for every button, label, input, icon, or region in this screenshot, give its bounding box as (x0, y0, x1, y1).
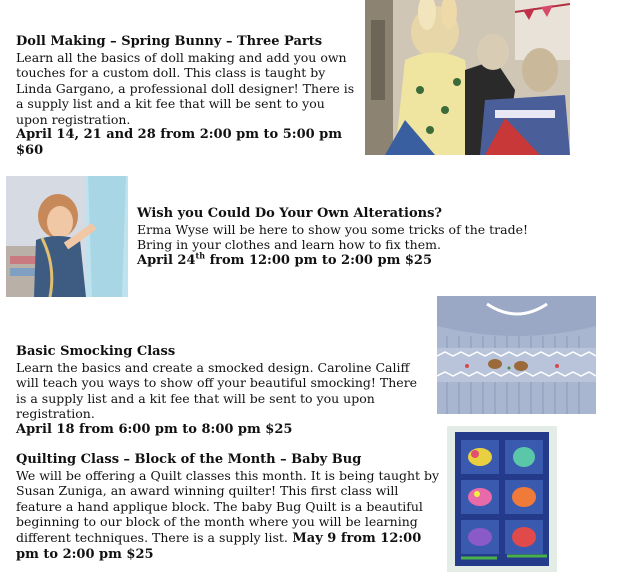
schedule-date-suffix: th (195, 250, 206, 261)
class-description: Erma Wyse will be here to show you some tricks of the trade! Bring in your clothes and learn how to fix them. (137, 221, 528, 252)
class-description: Learn the basics and create a smocked design. Caroline Califf will teach you ways to show off your beautiful smocking! There is a supply list and a kit fee that will be sent to you upon registration. (16, 359, 418, 421)
class-title: Basic Smocking Class (16, 344, 176, 359)
class-title: Doll Making – Spring Bunny – Three Parts (16, 34, 323, 49)
class-description: We will be offering a Quilt classes this month. It is being taught by Susan Zuniga, an award winning quilter! This first class will feature a hand applique block. The baby Bug Quilt is a beautiful beginning to our block of the month where you will be learning different techniques. There is a supply list. (16, 467, 440, 545)
class-title: Wish you Could Do Your Own Alterations? (137, 206, 443, 221)
class-description: Learn all the basics of doll making and add you own touches for a custom doll. This class is taught by Linda Gargano, a professional doll designer! There is a supply list and a kit fee that will be sent to you upon registration. (16, 49, 355, 127)
alterations-photo (6, 176, 128, 297)
baby-bug-quilt-photo (447, 426, 557, 572)
class-doll-making (16, 34, 356, 158)
class-price: $60 (16, 142, 44, 158)
class-title: Quilting Class – Block of the Month – Baby Bug (16, 452, 362, 467)
class-quilting (16, 452, 440, 563)
class-alterations (137, 206, 557, 268)
smocking-photo (437, 296, 596, 414)
class-schedule: May 9 from 12:00 pm to 2:00 pm $25 (16, 530, 422, 562)
doll-bunny-photo (365, 0, 570, 155)
class-smocking (16, 344, 426, 437)
schedule-time-price: from 12:00 pm to 2:00 pm $25 (205, 252, 433, 268)
class-schedule: April 14, 21 and 28 from 2:00 pm to 5:00 pm (16, 127, 343, 142)
class-schedule: April 18 from 6:00 pm to 8:00 pm $25 (16, 421, 293, 437)
schedule-date: April 24 (137, 252, 196, 268)
class-schedule (137, 250, 557, 269)
